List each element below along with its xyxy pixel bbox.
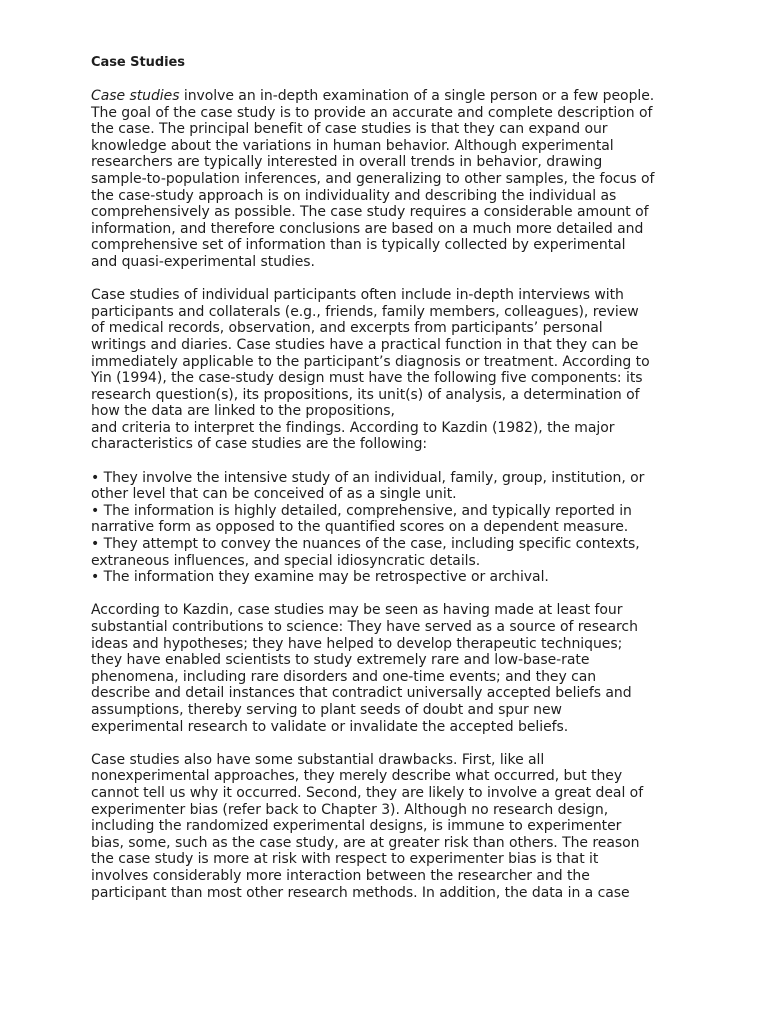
paragraph-line: characteristics of case studies are the following: — [91, 436, 428, 453]
italic-term: Case studies — [91, 88, 180, 104]
paragraph-line: describe and detail instances that contradict universally accepted beliefs and — [91, 685, 632, 702]
list-item-continuation: extraneous influences, and special idiosyncratic details. — [91, 552, 481, 569]
paragraph-line: ideas and hypotheses; they have helped to develop therapeutic techniques; — [91, 635, 623, 652]
paragraph-line: nonexperimental approaches, they merely describe what occurred, but they — [91, 768, 623, 785]
paragraph-line: phenomena, including rare disorders and one-time events; and they can — [91, 668, 597, 685]
paragraph-line: cannot tell us why it occurred. Second, they are likely to involve a great deal of — [91, 784, 644, 801]
paragraph-line: researchers are typically interested in overall trends in behavior, drawing — [91, 154, 603, 171]
page-title: Case Studies — [91, 55, 185, 70]
paragraph-line: they have enabled scientists to study extremely rare and low-base-rate — [91, 652, 590, 669]
list-item: • The information they examine may be retrospective or archival. — [91, 569, 549, 586]
list-item: • They involve the intensive study of an individual, family, group, institution, or — [91, 469, 645, 486]
paragraph-drawbacks — [91, 752, 691, 901]
paragraph-line: Yin (1994), the case-study design must have the following five components: its — [91, 370, 643, 387]
paragraph-line: assumptions, thereby serving to plant seeds of doubt and spur new — [91, 701, 562, 718]
paragraph-line: and criteria to interpret the findings. According to Kazdin (1982), the major — [91, 419, 615, 436]
paragraph-line: writings and diaries. Case studies have a practical function in that they can be — [91, 336, 639, 353]
paragraph-line: sample-to-population inferences, and generalizing to other samples, the focus of — [91, 170, 655, 187]
paragraph-contributions — [91, 602, 691, 735]
paragraph-line: experimental research to validate or invalidate the accepted beliefs. — [91, 718, 569, 735]
paragraph-intro — [91, 88, 691, 271]
paragraph-line: the case study is more at risk with respect to experimenter bias is that it — [91, 851, 599, 868]
paragraph-line: including the randomized experimental designs, is immune to experimenter — [91, 818, 622, 835]
paragraph-line: experimenter bias (refer back to Chapter 3). Although no research design, — [91, 801, 609, 818]
paragraph-line: participants and collaterals (e.g., friends, family members, colleagues), review — [91, 303, 639, 320]
list-item-continuation: other level that can be conceived of as a single unit. — [91, 486, 457, 503]
paragraph-line: and quasi-experimental studies. — [91, 253, 315, 270]
paragraph-line: comprehensively as possible. The case study requires a considerable amount of — [91, 204, 649, 221]
paragraph-line: According to Kazdin, case studies may be seen as having made at least four — [91, 602, 623, 619]
list-item: • They attempt to convey the nuances of the case, including specific contexts, — [91, 536, 640, 553]
paragraph-line: bias, some, such as the case study, are at greater risk than others. The reason — [91, 834, 640, 851]
paragraph-line: Case studies of individual participants often include in-depth interviews with — [91, 287, 624, 304]
paragraph-line: information, and therefore conclusions are based on a much more detailed and — [91, 220, 644, 237]
paragraph-line: participant than most other research methods. In addition, the data in a case — [91, 884, 630, 901]
paragraph-line: The goal of the case study is to provide an accurate and complete description of — [91, 104, 653, 121]
paragraph-line: substantial contributions to science: They have served as a source of research — [91, 619, 638, 635]
paragraph-line: the case. The principal benefit of case studies is that they can expand our — [91, 121, 608, 138]
paragraph-line: of medical records, observation, and excerpts from participants’ personal — [91, 320, 603, 337]
paragraph-line: how the data are linked to the propositions, — [91, 403, 395, 420]
paragraph-line: comprehensive set of information than is typically collected by experimental — [91, 237, 626, 254]
paragraph-line: involves considerably more interaction between the researcher and the — [91, 867, 590, 884]
paragraph-line: knowledge about the variations in human behavior. Although experimental — [91, 137, 614, 154]
document-body — [91, 54, 691, 918]
paragraph-line: immediately applicable to the participant’s diagnosis or treatment. According to — [91, 353, 650, 370]
paragraph-components — [91, 287, 691, 453]
bullet-list — [91, 470, 691, 586]
list-item: • The information is highly detailed, comprehensive, and typically reported in — [91, 502, 632, 519]
paragraph-line: research question(s), its propositions, its unit(s) of analysis, a determination of — [91, 386, 640, 403]
paragraph-line: the case-study approach is on individuality and describing the individual as — [91, 187, 617, 204]
paragraph-line: Case studies also have some substantial drawbacks. First, like all — [91, 751, 545, 768]
list-item-continuation: narrative form as opposed to the quantified scores on a dependent measure. — [91, 519, 629, 536]
paragraph-line-text: involve an in-depth examination of a single person or a few people. — [179, 88, 655, 104]
paragraph-line — [91, 88, 691, 105]
